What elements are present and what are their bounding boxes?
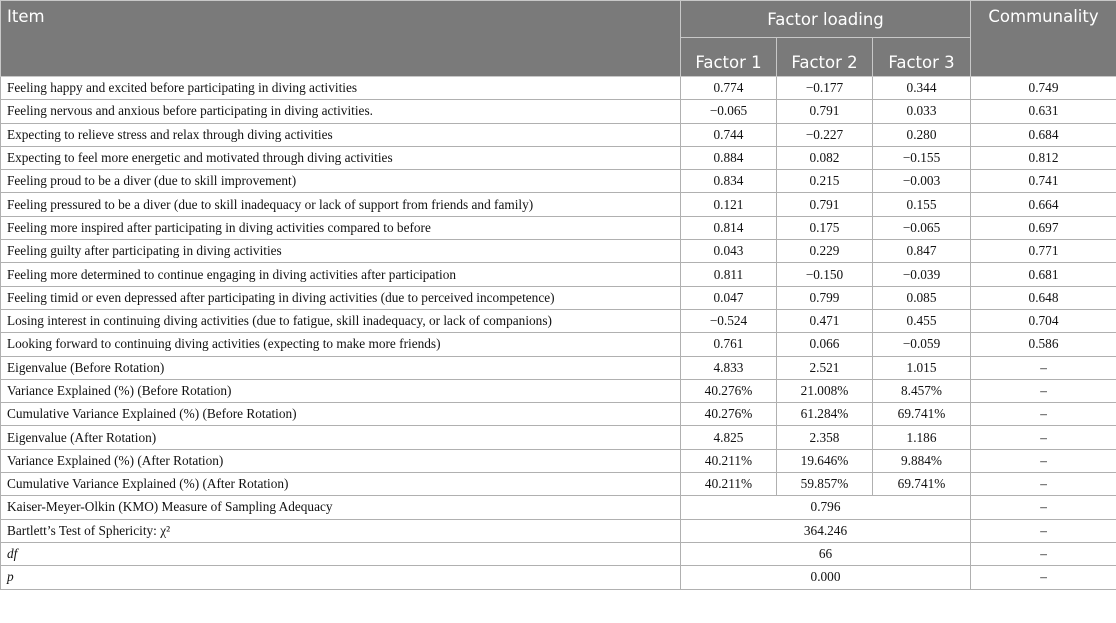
factor-3-cell: 69.741% [873,403,971,426]
communality-cell: 0.681 [971,263,1116,286]
communality-cell: – [971,403,1116,426]
communality-cell: 0.771 [971,240,1116,263]
factor-1-cell: −0.065 [681,100,777,123]
table-row [1,77,1116,100]
communality-cell: 0.586 [971,333,1116,356]
communality-cell: 0.704 [971,309,1116,332]
factor-1-cell: 40.276% [681,379,777,402]
factor-2-cell: −0.150 [777,263,873,286]
table-body [1,77,1116,590]
communality-cell: 0.812 [971,146,1116,169]
item-cell: Feeling guilty after participating in diving activities [1,240,681,263]
item-cell: Feeling pressured to be a diver (due to skill inadequacy or lack of support from friends and family) [1,193,681,216]
factor-3-cell: 9.884% [873,449,971,472]
summary-row [1,496,1116,519]
factor-1-cell: 0.744 [681,123,777,146]
factor-2-cell: 0.175 [777,216,873,239]
factor-3-cell: 0.155 [873,193,971,216]
table-row [1,333,1116,356]
table-row [1,379,1116,402]
factor-3-cell: 69.741% [873,473,971,496]
factor-3-cell: −0.059 [873,333,971,356]
factor-2-cell: 0.066 [777,333,873,356]
table-row [1,170,1116,193]
summary-row [1,566,1116,589]
item-cell: Feeling more inspired after participating in diving activities compared to before [1,216,681,239]
table-row [1,216,1116,239]
factor-2-cell: 21.008% [777,379,873,402]
table-row [1,426,1116,449]
value-cell: 0.796 [681,496,971,519]
table-row [1,146,1116,169]
table-row [1,263,1116,286]
item-cell: df [1,542,681,565]
summary-row [1,542,1116,565]
factor-3-cell: 0.033 [873,100,971,123]
communality-cell: 0.684 [971,123,1116,146]
item-cell: Eigenvalue (Before Rotation) [1,356,681,379]
factor-1-cell: 4.833 [681,356,777,379]
factor-2-cell: −0.177 [777,77,873,100]
communality-cell: 0.749 [971,77,1116,100]
communality-cell: – [971,379,1116,402]
table-header [1,1,1116,77]
item-cell: Cumulative Variance Explained (%) (Before Rotation) [1,403,681,426]
factor-2-cell: 2.521 [777,356,873,379]
factor-2-cell: 0.799 [777,286,873,309]
item-cell: Feeling more determined to continue engaging in diving activities after participation [1,263,681,286]
communality-cell: 0.664 [971,193,1116,216]
factor-1-cell: 4.825 [681,426,777,449]
factor-1-cell: 0.774 [681,77,777,100]
table-row [1,123,1116,146]
table-row [1,100,1116,123]
item-cell: p [1,566,681,589]
item-cell: Kaiser-Meyer-Olkin (KMO) Measure of Sampling Adequacy [1,496,681,519]
table-row [1,309,1116,332]
factor-1-cell: 0.814 [681,216,777,239]
factor-3-cell: 0.455 [873,309,971,332]
communality-cell: – [971,542,1116,565]
table-row [1,473,1116,496]
item-cell: Eigenvalue (After Rotation) [1,426,681,449]
communality-cell: – [971,473,1116,496]
factor-2-cell: 0.791 [777,100,873,123]
factor-1-cell: 0.043 [681,240,777,263]
factor-2-cell: 61.284% [777,403,873,426]
item-cell: Feeling proud to be a diver (due to skill improvement) [1,170,681,193]
factor-2-cell: 0.471 [777,309,873,332]
factor-2-cell: 19.646% [777,449,873,472]
factor-3-cell: 1.015 [873,356,971,379]
factor-2-cell: 0.082 [777,146,873,169]
table-row [1,286,1116,309]
communality-cell: 0.631 [971,100,1116,123]
summary-row [1,519,1116,542]
factor-1-cell: 40.211% [681,449,777,472]
factor-3-cell: 0.847 [873,240,971,263]
item-cell: Expecting to feel more energetic and motivated through diving activities [1,146,681,169]
factor-2-cell: 59.857% [777,473,873,496]
factor-3-cell: −0.065 [873,216,971,239]
factor-1-cell: 0.761 [681,333,777,356]
factor-1-cell: 0.121 [681,193,777,216]
value-cell: 66 [681,542,971,565]
factor-3-cell: 1.186 [873,426,971,449]
factor-3-cell: −0.155 [873,146,971,169]
factor-3-cell: −0.003 [873,170,971,193]
table-row [1,193,1116,216]
value-cell: 364.246 [681,519,971,542]
factor-1-cell: 40.276% [681,403,777,426]
factor-2-cell: −0.227 [777,123,873,146]
communality-cell: – [971,426,1116,449]
header-communality: Communality [971,1,1116,77]
factor-1-cell: 40.211% [681,473,777,496]
factor-1-cell: 0.811 [681,263,777,286]
factor-3-cell: 8.457% [873,379,971,402]
header-factor-1: Factor 1 [681,38,777,77]
factor-1-cell: 0.884 [681,146,777,169]
table-row [1,356,1116,379]
item-cell: Bartlett’s Test of Sphericity: χ² [1,519,681,542]
communality-cell: – [971,496,1116,519]
factor-2-cell: 0.215 [777,170,873,193]
communality-cell: – [971,449,1116,472]
communality-cell: – [971,566,1116,589]
item-cell: Feeling happy and excited before participating in diving activities [1,77,681,100]
item-cell: Cumulative Variance Explained (%) (After Rotation) [1,473,681,496]
header-item: Item [1,1,681,77]
factor-3-cell: 0.344 [873,77,971,100]
factor-3-cell: 0.280 [873,123,971,146]
factor-3-cell: 0.085 [873,286,971,309]
header-factor-2: Factor 2 [777,38,873,77]
item-cell: Expecting to relieve stress and relax through diving activities [1,123,681,146]
factor-1-cell: 0.047 [681,286,777,309]
factor-2-cell: 0.229 [777,240,873,263]
communality-cell: – [971,519,1116,542]
table-row [1,240,1116,263]
value-cell: 0.000 [681,566,971,589]
communality-cell: – [971,356,1116,379]
item-cell: Feeling timid or even depressed after participating in diving activities (due to perceived incompetence) [1,286,681,309]
table-row [1,449,1116,472]
factor-1-cell: −0.524 [681,309,777,332]
item-cell: Looking forward to continuing diving activities (expecting to make more friends) [1,333,681,356]
item-cell: Losing interest in continuing diving activities (due to fatigue, skill inadequacy, or lack of companions) [1,309,681,332]
table-row [1,403,1116,426]
communality-cell: 0.697 [971,216,1116,239]
factor-2-cell: 0.791 [777,193,873,216]
item-cell: Variance Explained (%) (After Rotation) [1,449,681,472]
item-cell: Feeling nervous and anxious before participating in diving activities. [1,100,681,123]
factor-1-cell: 0.834 [681,170,777,193]
header-factor-loading: Factor loading [681,1,971,38]
factor-3-cell: −0.039 [873,263,971,286]
factor-2-cell: 2.358 [777,426,873,449]
communality-cell: 0.741 [971,170,1116,193]
header-factor-3: Factor 3 [873,38,971,77]
item-cell: Variance Explained (%) (Before Rotation) [1,379,681,402]
communality-cell: 0.648 [971,286,1116,309]
